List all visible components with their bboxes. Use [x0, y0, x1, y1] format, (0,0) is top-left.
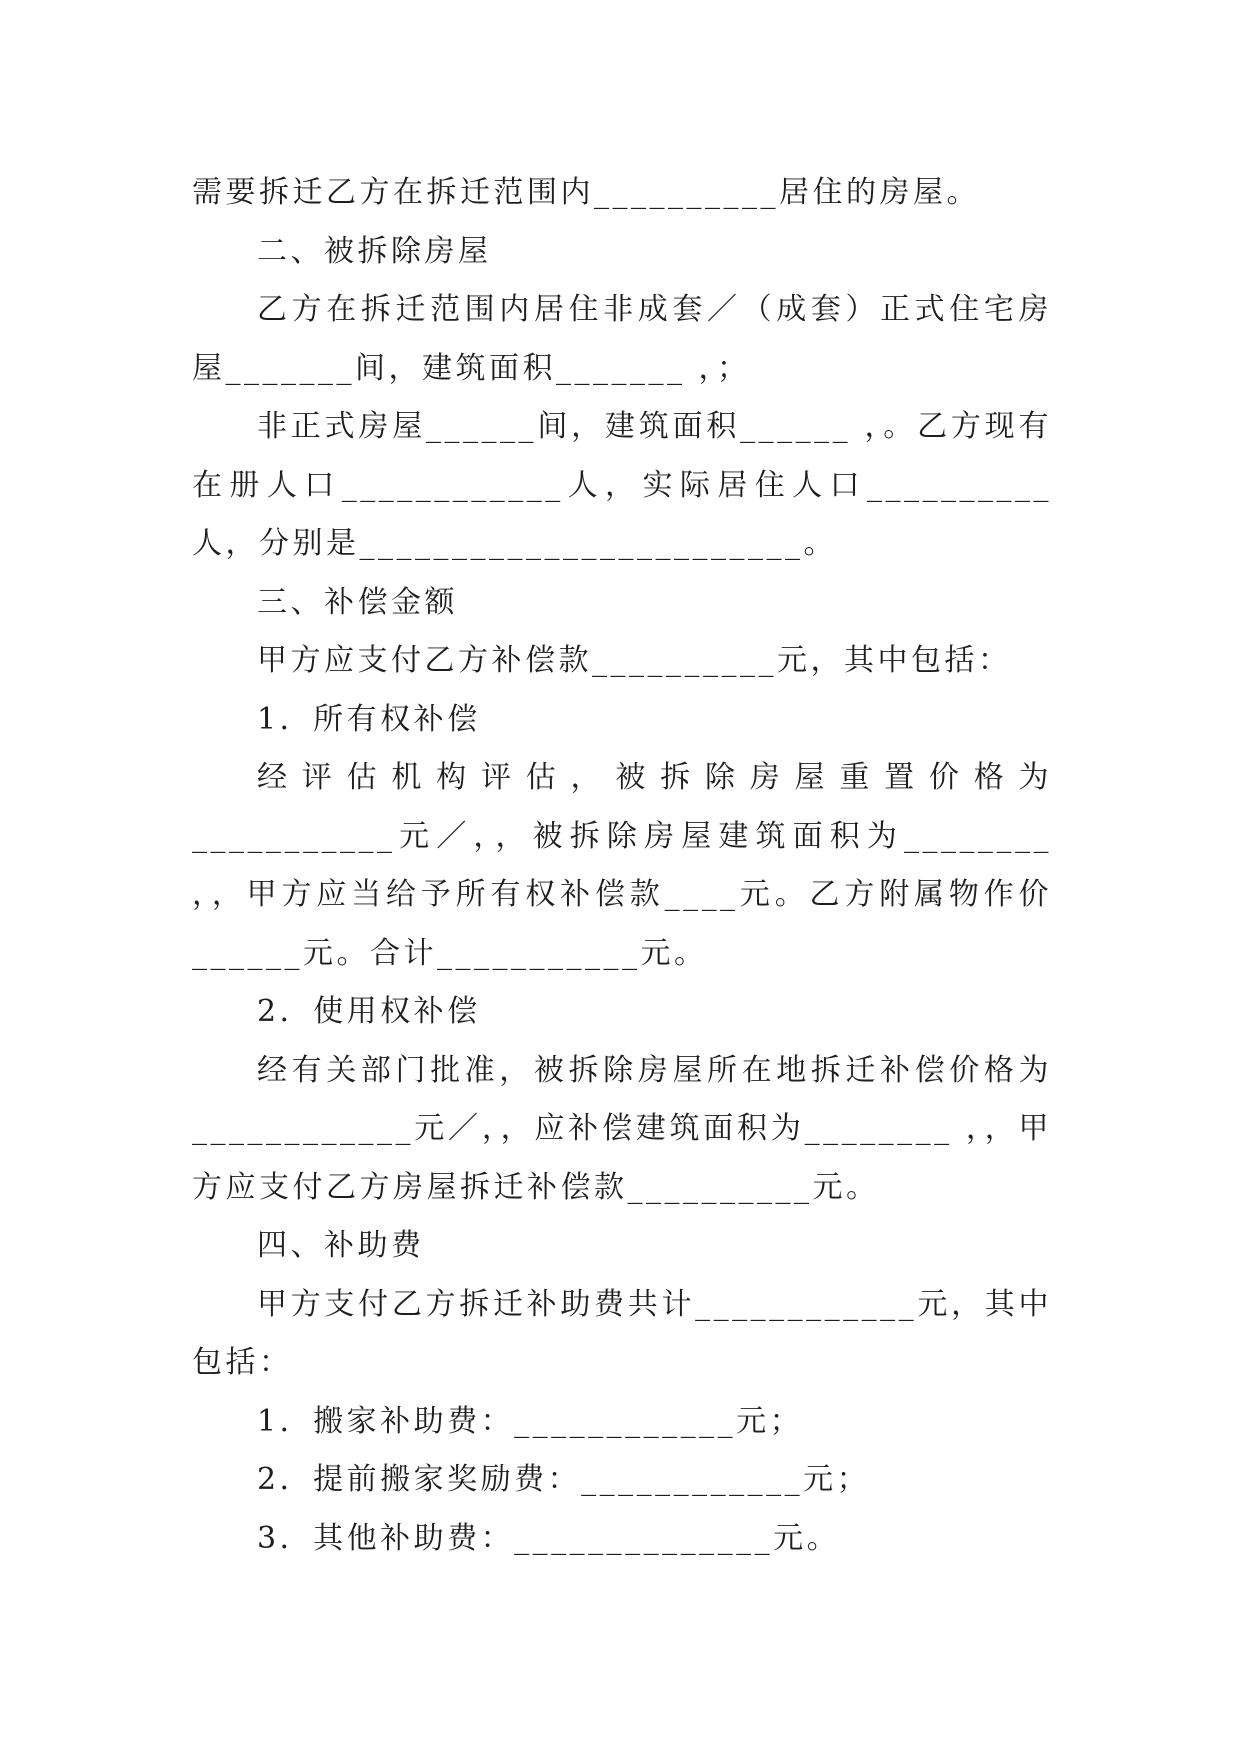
document-body	[192, 164, 1066, 1568]
list-item-other-subsidy: 3．其他补助费：______________元。	[257, 1520, 841, 1556]
paragraph-total-compensation: 甲方应支付乙方补偿款__________元，其中包括：	[257, 643, 1012, 678]
heading-ownership-compensation: 1．所有权补偿	[257, 701, 481, 737]
heading-subsidy: 四、补助费	[257, 1228, 425, 1263]
paragraph-usage-right-compensation: 经有关部门批准，被拆除房屋所在地拆迁补偿价格为____________元／，，应补偿建筑面积为________ ，，甲方应支付乙方房屋拆迁补偿款__________元。	[192, 1052, 1052, 1205]
paragraph-formal-housing: 乙方在拆迁范围内居住非成套／（成套）正式住宅房屋_______间，建筑面积_______ ，；	[192, 292, 1052, 386]
heading-usage-right-compensation: 2．使用权补偿	[257, 994, 481, 1029]
paragraph-subsidy-total: 甲方支付乙方拆迁补助费共计____________元，其中包括：	[192, 1286, 1052, 1380]
list-item-moving-subsidy: 1．搬家补助费：____________元；	[257, 1403, 804, 1439]
heading-compensation-amount: 三、补偿金额	[257, 584, 458, 620]
paragraph-relocation-scope: 需要拆迁乙方在拆迁范围内__________居住的房屋。	[192, 175, 980, 210]
heading-demolished-house: 二、被拆除房屋	[257, 233, 492, 269]
paragraph-informal-housing-population: 非正式房屋______间，建筑面积______ ，。乙方现有在册人口____________人，实际居住人口__________人，分别是________________________。	[192, 409, 1052, 561]
list-item-early-moving-reward: 2．提前搬家奖励费：____________元；	[257, 1462, 871, 1497]
paragraph-ownership-compensation: 经评估机构评估，被拆除房屋重置价格为___________元／，，被拆除房屋建筑面积为________ ，，甲方应当给予所有权补偿款____元。乙方附属物作价______元。合计___________元。	[192, 760, 1066, 971]
